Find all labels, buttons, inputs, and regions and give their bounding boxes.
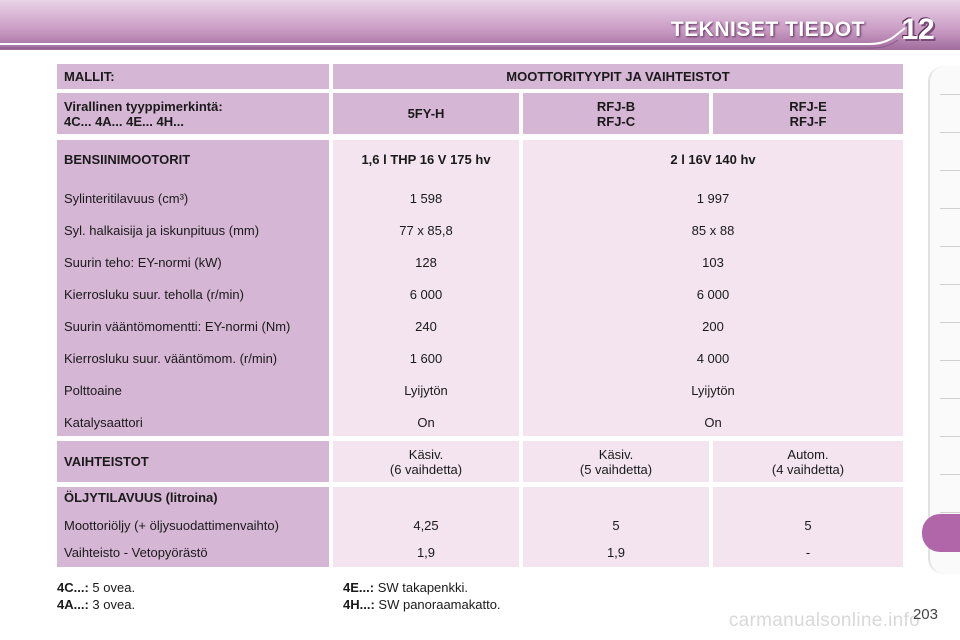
engine-row-label: Polttoaine xyxy=(64,383,122,398)
tab-mark xyxy=(940,132,960,133)
footnote-text: 3 ovea. xyxy=(92,597,136,612)
engine-row-v2: 85 x 88 xyxy=(691,223,735,238)
footnote xyxy=(57,580,135,595)
engine-row-v1: On xyxy=(417,415,435,430)
engine-row-v2: 200 xyxy=(702,319,724,334)
oil-row-v1: 1,9 xyxy=(416,545,436,560)
oil-row-label: Moottoriöljy (+ öljysuodattimenvaihto) xyxy=(64,518,279,533)
gearbox-col3-type: Autom. xyxy=(787,446,829,462)
watermark: carmanualsonline.info xyxy=(728,610,920,631)
footnote xyxy=(343,597,501,612)
engine-row-v2: 1 997 xyxy=(696,191,730,206)
oil-heading: ÖLJYTILAVUUS (litroina) xyxy=(64,490,218,505)
tab-mark xyxy=(940,398,960,399)
tab-mark xyxy=(940,512,960,513)
type-col3 xyxy=(713,93,903,134)
engine-row-v1: 1 598 xyxy=(409,191,443,206)
engine-row-v1: 240 xyxy=(415,319,437,334)
engine-row-v1: 1 600 xyxy=(409,351,443,366)
engine-row-v2: 4 000 xyxy=(696,351,730,366)
gearbox-label: VAIHTEISTOT xyxy=(57,441,329,482)
engine-row-v1: 6 000 xyxy=(409,287,443,302)
engine-row-label: Kierrosluku suur. teholla (r/min) xyxy=(64,287,244,302)
footnote-text: SW panoraamakatto. xyxy=(378,597,501,612)
engine-row-label: Sylinteritilavuus (cm³) xyxy=(64,191,189,206)
footnote-code: 4E...: xyxy=(343,580,375,595)
tab-mark xyxy=(940,436,960,437)
engine-row-v2: On xyxy=(704,415,722,430)
tab-mark xyxy=(940,94,960,95)
tab-mark xyxy=(940,170,960,171)
footnote-code: 4H...: xyxy=(343,597,375,612)
engine-row-label: Katalysaattori xyxy=(64,415,143,430)
gearbox-col2-type: Käsiv. xyxy=(598,446,634,462)
tab-mark xyxy=(940,246,960,247)
engine-types-heading: MOOTTORITYYPIT JA VAIHTEISTOT xyxy=(333,64,903,89)
oil-row-v3: 5 xyxy=(804,518,812,533)
engine-row-v2: 6 000 xyxy=(696,287,730,302)
engine-col2-heading: 2 l 16V 140 hv xyxy=(670,152,756,167)
type-designation-codes: 4C... 4A... 4E... 4H... xyxy=(64,113,184,129)
type-col2 xyxy=(523,93,709,134)
page-number: 203 xyxy=(912,606,938,623)
tab-mark xyxy=(940,360,960,361)
engine-row-v1: Lyijytön xyxy=(404,383,448,398)
oil-row-v2: 5 xyxy=(612,518,620,533)
engine-row-v2: Lyijytön xyxy=(691,383,735,398)
engine-row-label: Suurin vääntömomentti: EY-normi (Nm) xyxy=(64,319,291,334)
type-col2-line2: RFJ-C xyxy=(596,113,636,129)
gearbox-col3 xyxy=(713,441,903,482)
oil-row-label: Vaihteisto - Vetopyörästö xyxy=(64,545,208,560)
engines-heading: BENSIINIMOOTORIT xyxy=(64,152,191,167)
type-col3-line1: RFJ-E xyxy=(789,98,827,114)
gearbox-col1 xyxy=(333,441,519,482)
tab-mark xyxy=(940,322,960,323)
oil-row-v2: 1,9 xyxy=(606,545,626,560)
tab-mark xyxy=(940,474,960,475)
engine-row-v1: 128 xyxy=(415,255,437,270)
section-title: TEKNISET TIEDOT xyxy=(670,18,865,41)
gearbox-col3-gears: (4 vaihdetta) xyxy=(771,461,845,477)
engine-row-v1: 77 x 85,8 xyxy=(399,223,453,238)
footnote-code: 4C...: xyxy=(57,580,89,595)
engine-col1-heading: 1,6 l THP 16 V 175 hv xyxy=(361,152,491,167)
footnote-text: SW takapenkki. xyxy=(377,580,469,595)
engine-row-label: Suurin teho: EY-normi (kW) xyxy=(64,255,222,270)
type-designation-title: Virallinen tyyppimerkintä: xyxy=(64,98,223,114)
engine-row-label: Kierrosluku suur. vääntömom. (r/min) xyxy=(64,351,278,366)
type-col2-line1: RFJ-B xyxy=(596,98,636,114)
footnote-text: 5 ovea. xyxy=(92,580,136,595)
type-col1: 5FY-H xyxy=(333,93,519,134)
gearbox-col1-gears: (6 vaihdetta) xyxy=(389,461,463,477)
gearbox-col2-gears: (5 vaihdetta) xyxy=(579,461,653,477)
footnote xyxy=(343,580,468,595)
type-designation-label xyxy=(57,93,329,134)
gearbox-col1-type: Käsiv. xyxy=(408,446,444,462)
tab-mark xyxy=(940,284,960,285)
chapter-tab-rail xyxy=(928,66,960,574)
active-chapter-tab xyxy=(922,514,960,552)
oil-row-v3: - xyxy=(805,545,811,560)
footnote xyxy=(57,597,135,612)
engine-row-label: Syl. halkaisija ja iskunpituus (mm) xyxy=(64,223,260,238)
models-label: MALLIT: xyxy=(57,64,329,89)
chapter-number: 12 xyxy=(901,13,935,46)
type-col3-line2: RFJ-F xyxy=(789,113,827,129)
engine-row-v2: 103 xyxy=(702,255,724,270)
footnote-code: 4A...: xyxy=(57,597,89,612)
tab-mark xyxy=(940,208,960,209)
oil-row-v1: 4,25 xyxy=(413,518,439,533)
gearbox-col2 xyxy=(523,441,709,482)
